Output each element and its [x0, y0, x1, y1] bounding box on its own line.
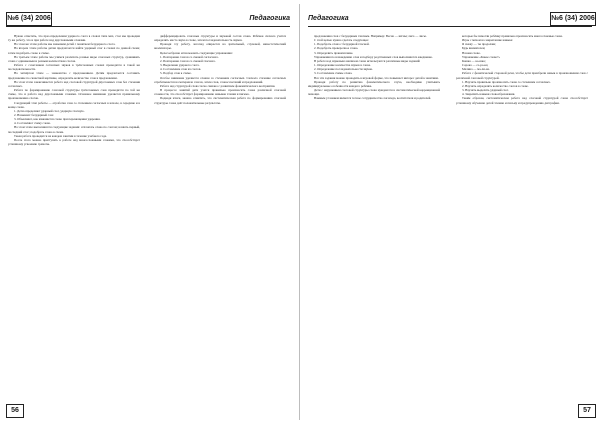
paragraph: Работа с фонетической стороной речи, чтобы дети приобрели навык в произношении слов с различной слоговой структурой.: [456, 71, 588, 80]
paragraph: На четвёртом этапе — знакомство с предложением. Детям предлагается составить предложение по сюжетной картинке, определить количество слов в предложении.: [8, 71, 140, 80]
paragraph: Упражнение «Какое слово?»: [462, 54, 501, 59]
paragraph: С этой целью нужно сделать следующее:: [314, 38, 369, 43]
paragraph: Работа с сочетанием согласных звуков в трёхсложных словах проводится в такой же последовательности.: [8, 63, 140, 72]
paragraph: 1. Подобрать слова с безударной гласной.: [314, 42, 370, 47]
paragraph: 3. Научить выделять ударный слог.: [462, 88, 509, 93]
gutter-divider: [299, 4, 300, 420]
paragraph: Следующий этап работы — отработка слов со стечением согласных в начале, в середине и в конце слова.: [8, 100, 140, 109]
paragraph: На этом этапе выполняются следующие задания: отхлопать слово по слогам; назвать первый, последний слог; подобрать слово к схеме.: [8, 125, 140, 134]
paragraph: Я скажу — ты продолжи;: [462, 42, 496, 47]
right-page: [304, 6, 598, 418]
paragraph: 3. Объясняют, как изменяется слово при перемещении ударения.: [14, 117, 101, 122]
paragraph: На этом этапе заканчивается работа над слоговой структурой двусложных слов без стечения согласных.: [8, 79, 140, 88]
text-column: [308, 34, 440, 404]
paragraph: 4. Закрепить навыки словообразования.: [462, 92, 516, 97]
paragraph: Проводя работу по развитию фонематического слуха, необходимо учитывать индивидуальные особенности каждого ребёнка.: [308, 79, 440, 88]
paragraph: 3. Выделение ударного слога.: [160, 63, 200, 68]
paragraph: 2. Называют безударный слог.: [14, 112, 55, 117]
text-column: [8, 34, 140, 404]
paragraph: Назови слово.: [462, 50, 481, 55]
paragraph: Такая работа проводится на каждом занятии в течение учебного года.: [14, 133, 107, 138]
paragraph: Будь внимателен;: [462, 46, 486, 51]
paragraph: Проводя эту работу, логопед опирается на зрительный, слуховой, кинестетический анализаторы.: [154, 42, 286, 51]
header-rule: [308, 26, 592, 27]
page-number: 56: [6, 404, 24, 418]
paragraph: Малина — ма-ли-на.: [462, 67, 490, 72]
paragraph: 2. Повторение слогов со сменой гласного.: [160, 58, 216, 63]
paragraph: 1. Дети определяют ударный слог, ударную гласную.: [14, 108, 85, 113]
paragraph: 2. Определение последовательности звуков.: [314, 67, 373, 72]
paragraph: 4. Составляют схему слова.: [14, 121, 51, 126]
paragraph: После этого можно приступать к работе над многосложными словами, что способствует успешному усвоению грамоты.: [8, 137, 140, 147]
page-number: 57: [578, 404, 596, 418]
paragraph: 1. Научить правильно произносить слова со стечением согласных.: [462, 79, 551, 84]
paragraph: Все эти задания можно проводить в игровой форме, что повышает интерес детей к занятиям.: [314, 75, 439, 80]
paragraph: 3. Составление схемы слова.: [314, 71, 353, 76]
text-column: [456, 34, 588, 404]
paragraph: Важным условием является тесное сотрудничество логопеда, воспитателя и родителей.: [314, 96, 432, 101]
paragraph: Дети с нарушением слоговой структуры слова нуждаются в систематической коррекционной помощи.: [308, 88, 440, 97]
paragraph: Целесообразно использовать следующие упражнения:: [160, 50, 233, 55]
paragraph: Особое внимание уделяется словам со стечением согласных. Сначала стечение согласных отрабатывается на материале слогов, затем слов, словосочетаний и предложений.: [154, 75, 286, 84]
paragraph: 3. Определить правописание.: [314, 50, 354, 55]
header-rule: [6, 26, 290, 27]
paragraph: Нужно отметить, что при определении ударного слога в словах типа мяч, стол мы проводим ту же работу, что и при работе над двусложными словами.: [8, 34, 140, 43]
paragraph: Сорока — со-ро-ка;: [462, 63, 489, 68]
issue-number: №6 (34) 2006: [6, 12, 52, 26]
paragraph: Игры с мячом на закрепление навыка:: [462, 38, 514, 43]
paragraph: 5. Подбор слов к схеме.: [160, 71, 192, 76]
paragraph: В работе над звуковым анализом слова используются различные виды заданий:: [314, 58, 421, 63]
paragraph: Работа над структурой слова тесно связана с развитием фонематического восприятия.: [160, 83, 276, 88]
paragraph: 1. Определение количества звуков в слове.: [314, 63, 371, 68]
paragraph: Упражнения по нахождению слов и подбору родственных слов выполняются ежедневно.: [314, 54, 433, 59]
paragraph: Таким образом, систематическая работа над слоговой структурой слова способствует успешному обучению детей чтению и письму и предупреждению дисграфии.: [456, 96, 588, 105]
paragraph: На втором этапе работы детям предлагается найти ударный слог в словах по данной схеме; затем подобрать слово к схеме.: [8, 46, 140, 55]
paragraph: На этом же этапе работы мы знакомим детей с понятием безударного слога.: [14, 42, 116, 47]
paragraph: предложения слов с безударным гласным. Например: Весна — вёсны; лиса — лисы.: [314, 34, 427, 38]
paragraph: которые бы помогли ребёнку правильно произносить многосложные слова.: [462, 34, 563, 38]
paragraph: 2. Подобрать проверочное слово.: [314, 46, 359, 51]
paragraph: дифференцировать слоговые структуры и звуковой состав слова. Ребёнок сначала учится определять место звука в слове, затем последовательность звуков.: [154, 34, 286, 43]
paragraph: 1. Повторение слогов со сменой согласного.: [160, 54, 219, 59]
paragraph: Работа по формированию слоговой структуры трёхсложных слов проводится по той же схеме, что и работа над двусложными словами. Основное внимание уделяется правильному произношению слогов.: [8, 88, 140, 101]
paragraph: 4. Составление слов из слогов.: [160, 67, 202, 72]
section-title: Педагогика: [249, 15, 290, 22]
paragraph: На третьем этапе работы мы учимся различать разные виды слоговых структур, сравнивать слова с одинаковым и разным количеством слогов.: [8, 54, 140, 63]
paragraph: В процессе занятий дети учатся правильно произносить слова различной слоговой сложности, что способствует формированию навыков чтения и письма.: [154, 88, 286, 97]
paragraph: Кошка — ко-шка;: [462, 58, 486, 63]
section-title: Педагогика: [308, 15, 349, 22]
left-page: [2, 6, 296, 418]
text-column: [154, 34, 286, 404]
issue-number: №6 (34) 2006: [550, 12, 596, 26]
paragraph: 2. Научить определять количество слогов в слове.: [462, 83, 529, 88]
paragraph: Подводя итоги, можно отметить, что систематическая работа по формированию слоговой структуры слова даёт положительные результаты.: [154, 96, 286, 105]
